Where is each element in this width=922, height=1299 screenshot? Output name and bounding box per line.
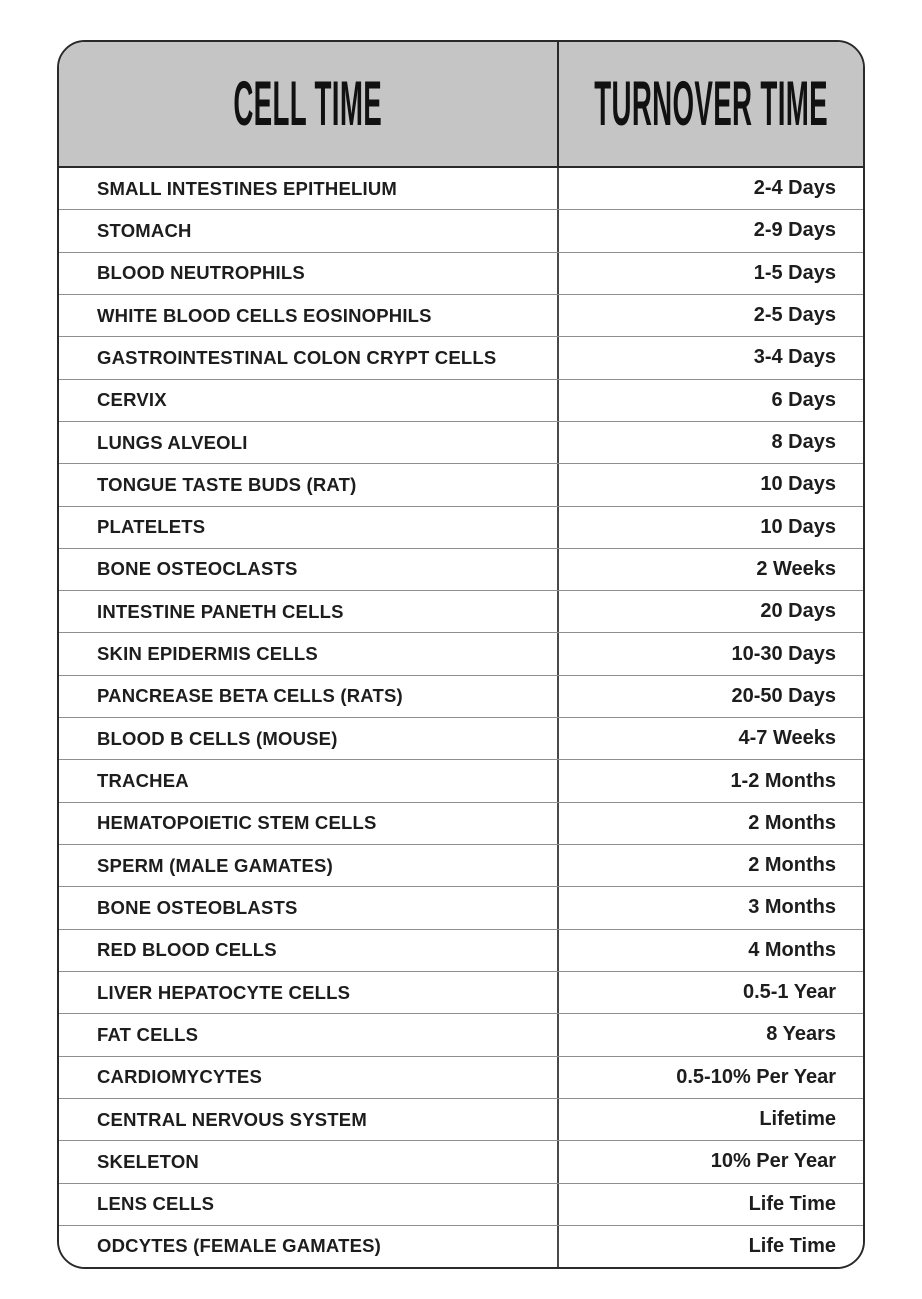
- table-row: [59, 1056, 863, 1098]
- table-row: [59, 506, 863, 548]
- table-row: [59, 1098, 863, 1140]
- cell-type-label: INTESTINE PANETH CELLS: [59, 591, 559, 632]
- table-row: [59, 1013, 863, 1055]
- cell-type-label: SPERM (MALE GAMATES): [59, 845, 559, 886]
- turnover-time-value: 8 Days: [771, 431, 836, 454]
- table-row: [59, 294, 863, 336]
- turnover-time-value: 4-7 Weeks: [738, 727, 836, 750]
- turnover-time-value: 2-5 Days: [753, 304, 836, 327]
- cell-type-label: SKIN EPIDERMIS CELLS: [59, 633, 559, 674]
- cell-type-label: GASTROINTESTINAL COLON CRYPT CELLS: [59, 337, 559, 378]
- cell-type-label: CERVIX: [59, 380, 559, 421]
- turnover-time-value: 10 Days: [760, 515, 836, 538]
- turnover-time-value: 10% Per Year: [710, 1150, 836, 1173]
- cell-type-label: SMALL INTESTINES EPITHELIUM: [59, 168, 559, 209]
- cell-type-label: LENS CELLS: [59, 1184, 559, 1225]
- turnover-time-value: 0.5-1 Year: [742, 981, 836, 1004]
- cell-type-label: CARDIOMYCYTES: [59, 1057, 559, 1098]
- table-row: [59, 421, 863, 463]
- cell-type-label: BLOOD NEUTROPHILS: [59, 253, 559, 294]
- turnover-time-value: 2 Months: [748, 811, 836, 834]
- cell-type-label: BONE OSTEOBLASTS: [59, 887, 559, 928]
- cell-type-label: STOMACH: [59, 210, 559, 251]
- turnover-time-value: Life Time: [748, 1234, 836, 1257]
- table-row: [59, 675, 863, 717]
- table-row: [59, 548, 863, 590]
- turnover-time-value: Life Time: [748, 1192, 836, 1215]
- turnover-time-value: 20-50 Days: [731, 684, 836, 707]
- header-cell-cell-time: [59, 42, 559, 166]
- turnover-time-value: 1-2 Months: [730, 769, 836, 792]
- turnover-time-value: 1-5 Days: [753, 261, 836, 284]
- header-label-cell-time: CELL TIME: [233, 68, 383, 139]
- turnover-time-value: 20 Days: [760, 600, 836, 623]
- table-row: [59, 759, 863, 801]
- cell-type-label: PLATELETS: [59, 507, 559, 548]
- table-row: [59, 717, 863, 759]
- table-row: [59, 886, 863, 928]
- table-row: [59, 379, 863, 421]
- table-row: [59, 971, 863, 1013]
- cell-type-label: BONE OSTEOCLASTS: [59, 549, 559, 590]
- cell-turnover-table: [57, 40, 865, 1269]
- cell-type-label: HEMATOPOIETIC STEM CELLS: [59, 803, 559, 844]
- table-row: [59, 632, 863, 674]
- header-cell-turnover-time: [559, 42, 863, 166]
- turnover-time-value: 8 Years: [766, 1023, 836, 1046]
- cell-type-label: RED BLOOD CELLS: [59, 930, 559, 971]
- turnover-time-value: 3 Months: [748, 896, 836, 919]
- turnover-time-value: 0.5-10% Per Year: [676, 1065, 836, 1088]
- table-row: [59, 802, 863, 844]
- table-row: [59, 844, 863, 886]
- cell-type-label: PANCREASE BETA CELLS (RATS): [59, 676, 559, 717]
- table-header-row: [59, 42, 863, 168]
- turnover-time-value: 2-9 Days: [753, 219, 836, 242]
- table-row: [59, 252, 863, 294]
- table-body: [59, 168, 863, 1267]
- cell-type-label: TRACHEA: [59, 760, 559, 801]
- turnover-time-value: 6 Days: [771, 388, 836, 411]
- cell-type-label: FAT CELLS: [59, 1014, 559, 1055]
- turnover-time-value: 3-4 Days: [753, 346, 836, 369]
- cell-type-label: BLOOD B CELLS (MOUSE): [59, 718, 559, 759]
- cell-type-label: LIVER HEPATOCYTE CELLS: [59, 972, 559, 1013]
- turnover-time-value: 2-4 Days: [753, 177, 836, 200]
- turnover-time-value: Lifetime: [759, 1108, 836, 1131]
- turnover-time-value: 10 Days: [760, 473, 836, 496]
- table-row: [59, 209, 863, 251]
- turnover-time-value: 2 Months: [748, 854, 836, 877]
- cell-type-label: CENTRAL NERVOUS SYSTEM: [59, 1099, 559, 1140]
- table-row: [59, 336, 863, 378]
- turnover-time-value: 2 Weeks: [756, 557, 836, 580]
- cell-type-label: SKELETON: [59, 1141, 559, 1182]
- table-row: [59, 1225, 863, 1267]
- table-row: [59, 463, 863, 505]
- cell-type-label: WHITE BLOOD CELLS EOSINOPHILS: [59, 295, 559, 336]
- table-row: [59, 1140, 863, 1182]
- cell-type-label: LUNGS ALVEOLI: [59, 422, 559, 463]
- turnover-time-value: 10-30 Days: [731, 642, 836, 665]
- table-row: [59, 168, 863, 209]
- header-label-turnover-time: TURNOVER TIME: [594, 68, 828, 139]
- table-row: [59, 929, 863, 971]
- table-row: [59, 590, 863, 632]
- cell-type-label: TONGUE TASTE BUDS (RAT): [59, 464, 559, 505]
- cell-type-label: ODCYTES (FEMALE GAMATES): [59, 1226, 559, 1267]
- turnover-time-value: 4 Months: [748, 938, 836, 961]
- table-row: [59, 1183, 863, 1225]
